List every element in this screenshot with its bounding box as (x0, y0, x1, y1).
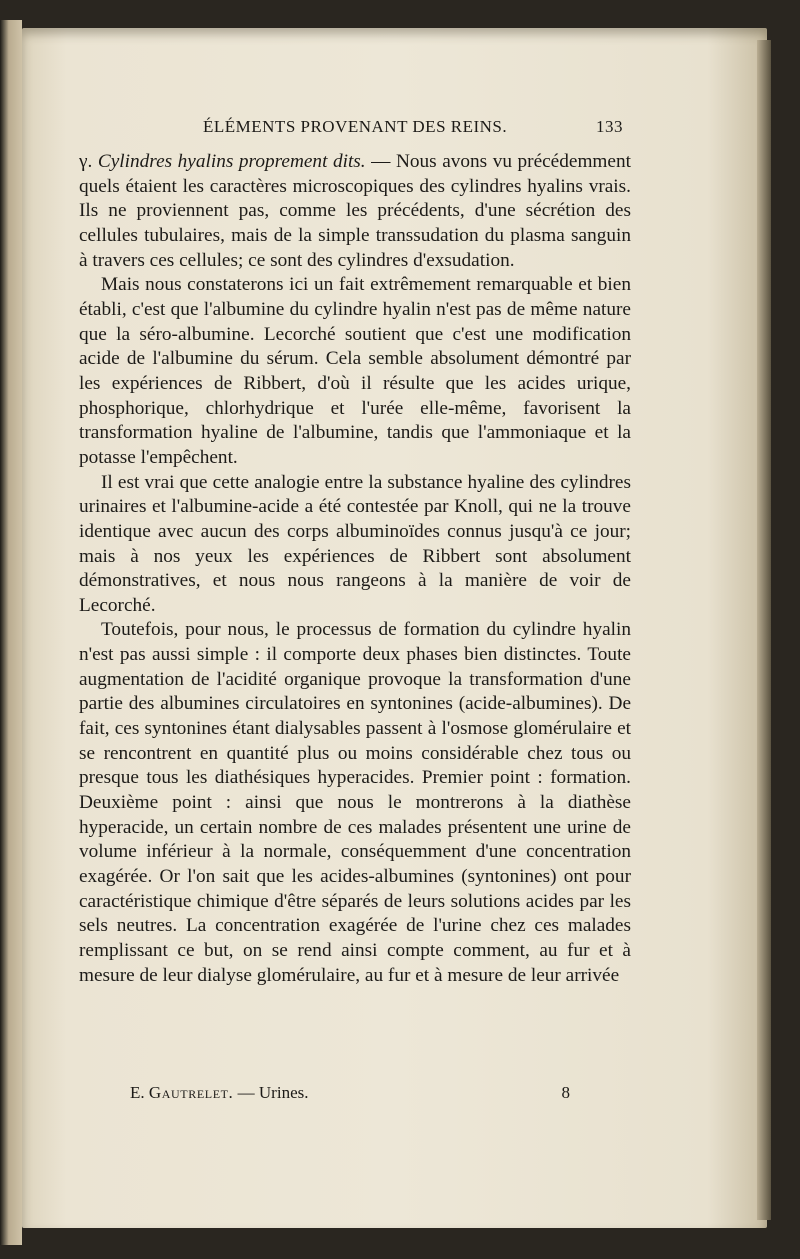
paragraph: Toutefois, pour nous, le processus de formation du cylindre hyalin n'est pas aussi simple : il comporte deux phases bien distinctes. Toute augmentation de l'acidité organique provoque la transformation d'une partie des albumines circulatoires en syntonines (acide-albumines). De fait, ces syntonines étant dialysables passent à l'osmose glomérulaire et se rencontrent en quantité plus ou moins considérable chez tous ou presque tous les diathésiques hyperacides. Premier point : formation. Deuxième point : ainsi que nous le montrerons à la diathèse hyperacide, un certain nombre de ces malades présentent une urine de volume inférieur à la normale, conséquemment d'une concentration exagérée. Or l'on sait que les acides-albumines (syntonines) ont pour caractéristique chimique d'être séparés de leurs solutions acides par les sels neutres. La concentration exagérée de l'urine chez ces malades remplissant ce but, on se rend ainsi compte comment, au fur et à mesure de leur dialyse glomérulaire, au fur et à mesure de leur arrivée (79, 619, 631, 986)
section-marker: γ. (79, 151, 93, 172)
running-head-title: ÉLÉMENTS PROVENANT DES REINS. (203, 117, 508, 136)
page-number: 133 (596, 117, 623, 136)
adjacent-page-edge (0, 20, 22, 1245)
paragraph-text: — Nous avons vu précédemment quels étaient les caractères microscopiques des cylindres hyalins vrais. Ils ne proviennent pas, comme les précédents, d'une sécrétion des cellules tubulaires, mais de la simple transsudation du plasma sanguin à travers ces cellules; ce sont des cylindres d'exsudation. (79, 151, 631, 271)
body-text (79, 150, 631, 988)
author-name: Gautrelet. (148, 1083, 234, 1102)
page-stack-edge (757, 40, 771, 1220)
book-title: Urines. (258, 1083, 309, 1102)
footer-dash: — (237, 1083, 255, 1102)
signature-line (130, 1083, 570, 1103)
author-initial: E. (130, 1083, 145, 1102)
signature-mark: 8 (561, 1083, 570, 1102)
paragraph: Mais nous constaterons ici un fait extrêmement remarquable et bien établi, c'est que l'albumine du cylindre hyalin n'est pas de même nature que la séro-albumine. Lecorché soutient que c'est une modification acide de l'albumine du sérum. Cela semble absolument démontré par les expériences de Ribbert, d'où il résulte que les acides urique, phosphorique, chlorhydrique et l'urée elle-même, favorisent la transformation hyaline de l'albumine, tandis que l'ammoniaque et la potasse l'empêchent. (79, 274, 631, 468)
paragraph: Il est vrai que cette analogie entre la substance hyaline des cylindres urinaires et l'albumine-acide a été contestée par Knoll, qui ne la trouve identique avec aucun des corps albuminoïdes connus jusqu'à ce jour; mais à nos yeux les expériences de Ribbert sont absolument démonstratives, et nous nous rangeons à la manière de voir de Lecorché. (79, 471, 631, 616)
paragraph (79, 150, 631, 273)
section-heading: Cylindres hyalins proprement dits. (97, 151, 366, 172)
